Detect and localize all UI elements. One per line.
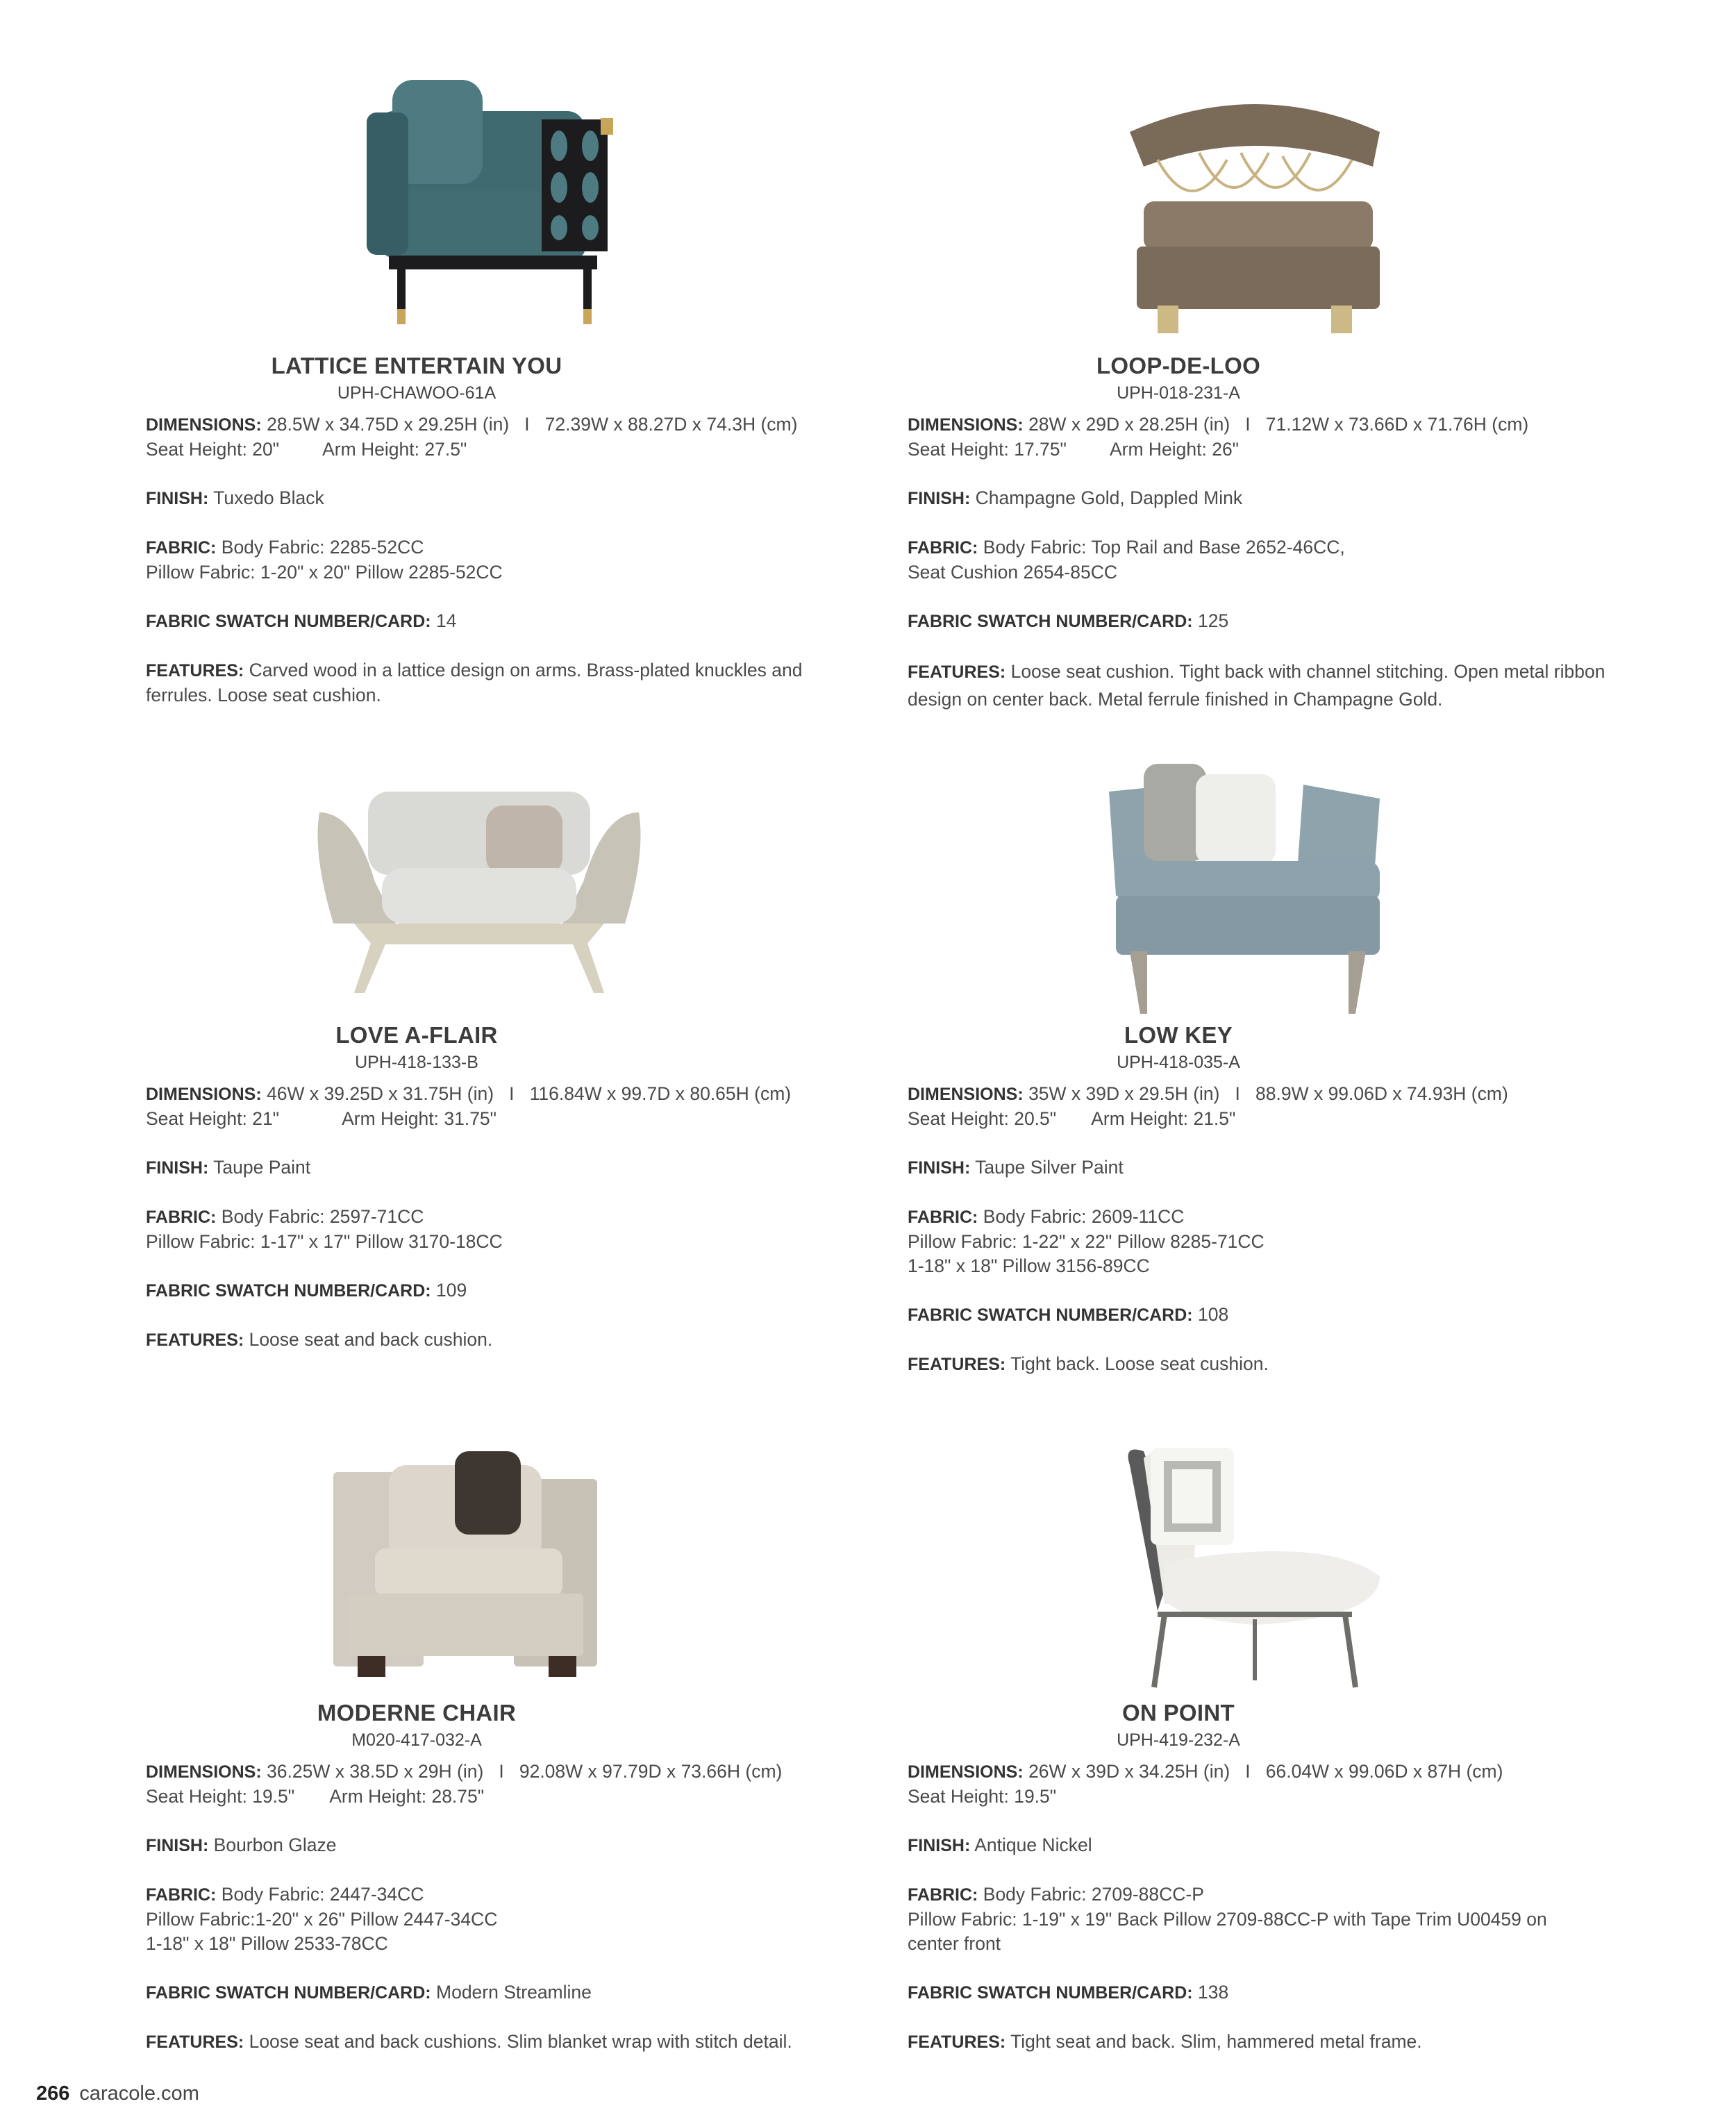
seat-height: Seat Height: 17.75" [908, 439, 1067, 460]
product-photo [1116, 83, 1401, 340]
finish-block [146, 486, 847, 511]
swatch-label: FABRIC SWATCH NUMBER/CARD: [908, 1983, 1193, 2003]
finish-value: Tuxedo Black [213, 487, 324, 508]
finish-label: FINISH: [908, 1836, 971, 1855]
seat-height: Seat Height: 19.5" [146, 1786, 295, 1807]
fabric-line: 1-18" x 18" Pillow 2533-78CC [146, 1933, 388, 1954]
dimensions-block [146, 1760, 847, 1809]
page-number: 266 [36, 2082, 70, 2105]
fabric-block [146, 535, 847, 585]
finish-label: FINISH: [146, 489, 209, 508]
dimensions-block [146, 1082, 847, 1131]
finish-label: FINISH: [146, 1158, 209, 1178]
product-photo [1095, 757, 1394, 1014]
finish-label: FINISH: [908, 489, 971, 508]
finish-block [146, 1833, 847, 1858]
swatch-label: FABRIC SWATCH NUMBER/CARD: [146, 1983, 431, 2003]
finish-value: Taupe Paint [213, 1157, 311, 1178]
dimensions-label: DIMENSIONS: [908, 1085, 1024, 1104]
arm-height: Arm Height: 28.75" [329, 1786, 485, 1807]
finish-block [146, 1155, 847, 1180]
product-sku: UPH-018-231-A [1117, 383, 1240, 403]
fabric-line: Body Fabric: 2447-34CC [221, 1884, 424, 1905]
arm-height: Arm Height: 31.75" [342, 1108, 497, 1129]
product-sku: UPH-418-133-B [355, 1053, 478, 1072]
fabric-block [146, 1882, 847, 1956]
fabric-line: 1-18" x 18" Pillow 3156-89CC [908, 1255, 1150, 1276]
dimensions-label: DIMENSIONS: [146, 1762, 262, 1782]
fabric-block [908, 1205, 1609, 1278]
seat-height: Seat Height: 21" [146, 1108, 280, 1129]
features-label: FEATURES: [908, 662, 1006, 682]
dimensions-label: DIMENSIONS: [908, 1762, 1024, 1782]
product-specs [908, 1082, 1609, 1401]
fabric-line: Body Fabric: 2285-52CC [221, 537, 424, 558]
product-specs [146, 1082, 847, 1377]
product-photo [1116, 1437, 1387, 1694]
product-name: LATTICE ENTERTAIN YOU [271, 353, 562, 378]
dimensions-label: DIMENSIONS: [146, 415, 262, 435]
fabric-label: FABRIC: [908, 538, 978, 558]
swatch-value: 108 [1198, 1304, 1229, 1325]
dimensions-label: DIMENSIONS: [908, 415, 1024, 435]
dimensions-block [908, 1082, 1609, 1131]
finish-block [908, 486, 1609, 511]
dimensions-value: 36.25W x 38.5D x 29H (in) I 92.08W x 97.79D x 73.66H (cm) [267, 1761, 783, 1782]
finish-value: Bourbon Glaze [213, 1835, 337, 1855]
swatch-value: 109 [436, 1280, 467, 1301]
swatch-value: Modern Streamline [436, 1982, 592, 2003]
swatch-block [146, 609, 847, 634]
features-block [146, 658, 847, 708]
swatch-label: FABRIC SWATCH NUMBER/CARD: [146, 612, 431, 631]
product-specs [908, 1760, 1609, 2079]
features-block [908, 658, 1609, 713]
swatch-block [908, 609, 1609, 634]
fabric-line: Pillow Fabric: 1-19" x 19" Back Pillow 2709-88CC-P with Tape Trim U00459 on [908, 1909, 1547, 1930]
product-name: LOW KEY [1124, 1022, 1233, 1048]
fabric-line: Pillow Fabric:1-20" x 26" Pillow 2447-34CC [146, 1909, 498, 1930]
dimensions-block [908, 1760, 1609, 1809]
product-sku: UPH-418-035-A [1117, 1053, 1240, 1072]
features-label: FEATURES: [146, 661, 244, 680]
site-link[interactable]: caracole.com [79, 2082, 199, 2105]
product-specs [146, 412, 847, 732]
features-value: Loose seat cushion. Tight back with channel stitching. Open metal ribbon design on center back. Metal ferrule finished in Champagne Gold. [908, 661, 1605, 710]
dimensions-value: 46W x 39.25D x 31.75H (in) I 116.84W x 99.7D x 80.65H (cm) [267, 1083, 792, 1104]
fabric-line: Body Fabric: 2709-88CC-P [983, 1884, 1204, 1905]
arm-height: Arm Height: 26" [1109, 439, 1240, 460]
product-name: LOVE A-FLAIR [335, 1022, 498, 1048]
fabric-line: Pillow Fabric: 1-22" x 22" Pillow 8285-71CC [908, 1231, 1265, 1252]
swatch-value: 125 [1198, 610, 1229, 631]
features-label: FEATURES: [908, 1355, 1006, 1374]
features-block [908, 1352, 1609, 1377]
dimensions-value: 28W x 29D x 28.25H (in) I 71.12W x 73.66D x 71.76H (cm) [1028, 414, 1529, 435]
product-sku: M020-417-032-A [351, 1730, 482, 1750]
seat-height: Seat Height: 19.5" [908, 1786, 1057, 1807]
features-block [146, 2030, 847, 2055]
fabric-block [146, 1205, 847, 1254]
finish-label: FINISH: [908, 1158, 971, 1178]
dimensions-value: 28.5W x 34.75D x 29.25H (in) I 72.39W x 88.27D x 74.3H (cm) [267, 414, 798, 435]
product-sku: UPH-419-232-A [1117, 1730, 1240, 1750]
fabric-label: FABRIC: [146, 1208, 217, 1227]
product-name: LOOP-DE-LOO [1096, 353, 1261, 378]
swatch-block [146, 1278, 847, 1303]
finish-label: FINISH: [146, 1836, 209, 1855]
fabric-label: FABRIC: [908, 1885, 978, 1905]
finish-block [908, 1155, 1609, 1180]
features-block [146, 1328, 847, 1353]
finish-block [908, 1833, 1609, 1858]
features-label: FEATURES: [908, 2032, 1006, 2052]
dimensions-value: 26W x 39D x 34.25H (in) I 66.04W x 99.06D x 87H (cm) [1028, 1761, 1503, 1782]
features-value: Loose seat and back cushions. Slim blanket wrap with stitch detail. [249, 2031, 792, 2052]
finish-value: Antique Nickel [974, 1835, 1092, 1855]
finish-value: Taupe Silver Paint [975, 1157, 1124, 1178]
dimensions-block [908, 412, 1609, 462]
features-label: FEATURES: [146, 1330, 244, 1350]
product-photo [347, 69, 653, 333]
product-photo [319, 1437, 611, 1694]
swatch-value: 14 [436, 610, 457, 631]
swatch-label: FABRIC SWATCH NUMBER/CARD: [908, 612, 1193, 631]
fabric-block [908, 1882, 1609, 1956]
fabric-line: Pillow Fabric: 1-20" x 20" Pillow 2285-52CC [146, 562, 503, 583]
fabric-line: Seat Cushion 2654-85CC [908, 562, 1117, 583]
swatch-label: FABRIC SWATCH NUMBER/CARD: [908, 1305, 1193, 1325]
arm-height: Arm Height: 27.5" [322, 439, 467, 460]
fabric-label: FABRIC: [146, 1885, 217, 1905]
features-value: Tight back. Loose seat cushion. [1010, 1353, 1269, 1374]
swatch-block [146, 1980, 847, 2005]
fabric-label: FABRIC: [908, 1208, 978, 1227]
swatch-label: FABRIC SWATCH NUMBER/CARD: [146, 1281, 431, 1301]
arm-height: Arm Height: 21.5" [1091, 1108, 1236, 1129]
fabric-line: Body Fabric: Top Rail and Base 2652-46CC, [983, 537, 1345, 558]
product-sku: UPH-CHAWOO-61A [337, 383, 496, 403]
features-label: FEATURES: [146, 2032, 244, 2052]
swatch-block [908, 1303, 1609, 1328]
dimensions-label: DIMENSIONS: [146, 1085, 262, 1104]
dimensions-block [146, 412, 847, 462]
fabric-label: FABRIC: [146, 538, 217, 558]
product-name: ON POINT [1122, 1700, 1235, 1726]
fabric-line: Body Fabric: 2597-71CC [221, 1206, 424, 1227]
seat-height: Seat Height: 20" [146, 439, 280, 460]
product-name: MODERNE CHAIR [317, 1700, 517, 1726]
seat-height: Seat Height: 20.5" [908, 1108, 1057, 1129]
swatch-block [908, 1980, 1609, 2005]
fabric-line: Pillow Fabric: 1-17" x 17" Pillow 3170-18CC [146, 1231, 503, 1252]
features-value: Carved wood in a lattice design on arms. Brass-plated knuckles and ferrules. Loose seat cushion. [146, 660, 803, 705]
swatch-value: 138 [1198, 1982, 1229, 2003]
features-value: Tight seat and back. Slim, hammered metal frame. [1010, 2031, 1422, 2052]
finish-value: Champagne Gold, Dappled Mink [975, 487, 1243, 508]
product-specs [908, 412, 1609, 737]
product-photo [312, 771, 646, 1000]
features-value: Loose seat and back cushion. [249, 1329, 493, 1350]
features-block [908, 2030, 1609, 2055]
product-specs [146, 1760, 847, 2079]
dimensions-value: 35W x 39D x 29.5H (in) I 88.9W x 99.06D x 74.93H (cm) [1028, 1083, 1508, 1104]
page-footer [36, 2082, 199, 2105]
fabric-line: Body Fabric: 2609-11CC [983, 1206, 1185, 1227]
fabric-block [908, 535, 1609, 585]
fabric-line: center front [908, 1933, 1001, 1954]
